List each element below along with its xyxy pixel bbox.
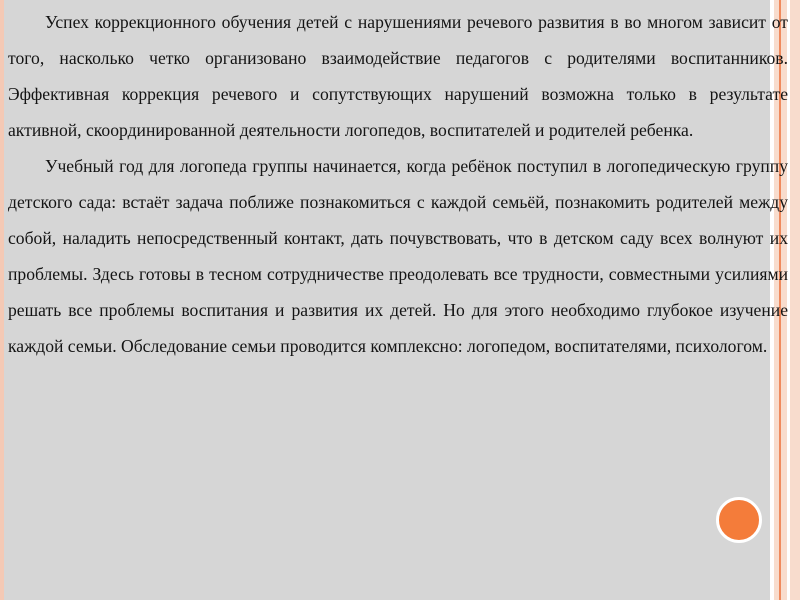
left-decorative-stripe [0,0,4,600]
paragraph: Успех коррекционного обучения детей с нарушениями речевого развития в во многом зависит от того, насколько четко организовано взаимодействие педагогов с родителями воспитанников. Эффективная коррекция речевого и сопутствующих нарушений возможна только в результате активной, скоординированной деятельности логопедов, воспитателей и родителей ребенка. [8,12,788,140]
orange-circle-ornament [716,497,762,543]
paragraph: Учебный год для логопеда группы начинается, когда ребёнок поступил в логопедическую группу детского сада: встаёт задача поближе познакомиться с каждой семьёй, познакомить родителей между собой, наладить непосредственный контакт, дать почувствовать, что в детском саду всех волнуют их проблемы. Здесь готовы в тесном сотрудничестве преодолевать все трудности, совместными усилиями решать все проблемы воспитания и развития их детей. Но для этого необходимо глубокое изучение каждой семьи. Обследование семьи проводится комплексно: логопедом, воспитателями, психологом. [8,156,788,356]
slide-text-body [8,4,788,364]
